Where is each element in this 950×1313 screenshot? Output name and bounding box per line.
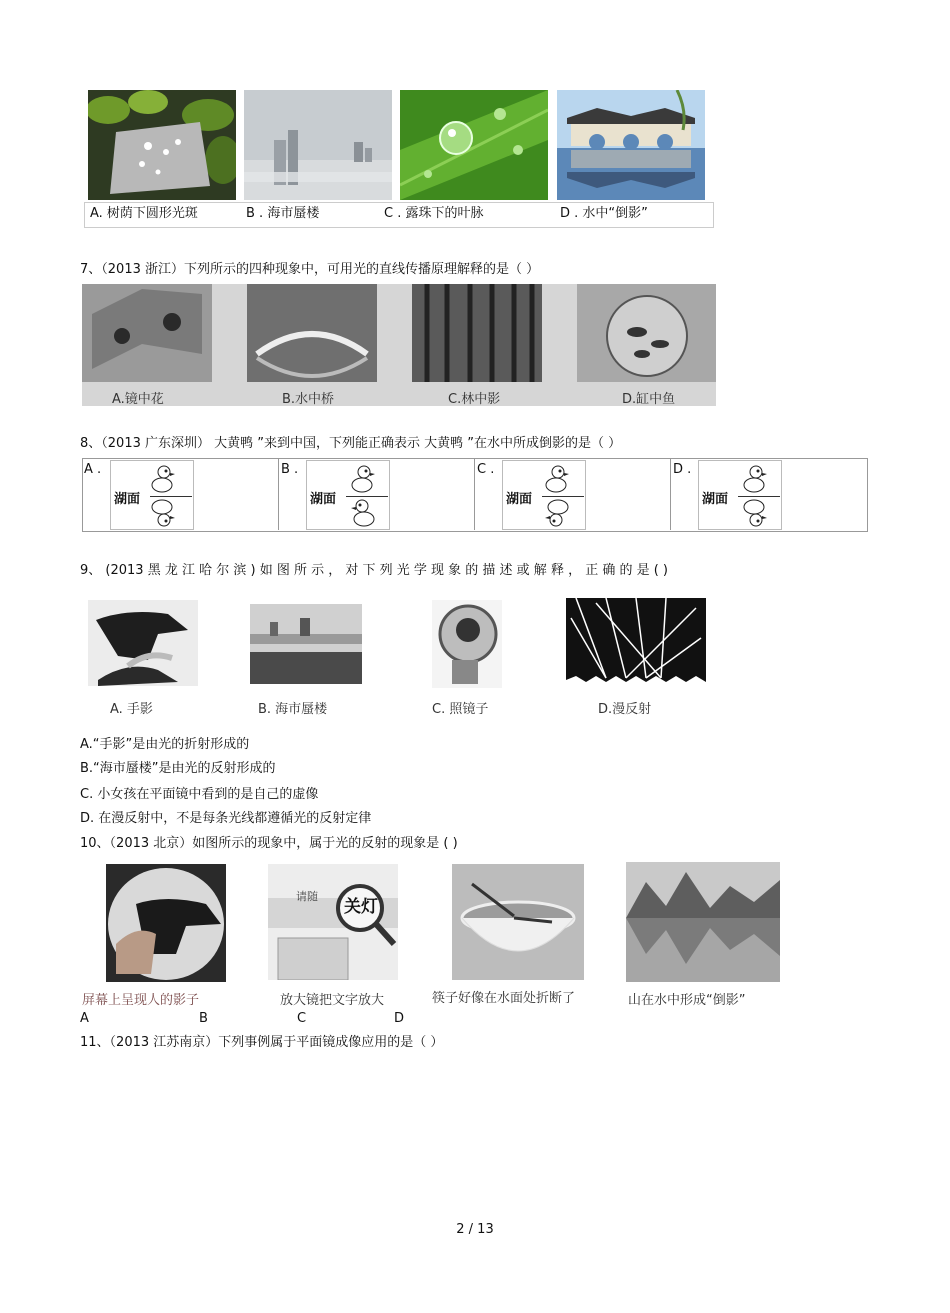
- q8-lake-label-d: 湖面: [702, 492, 729, 507]
- q10-sign-small-text: 请随: [296, 890, 318, 903]
- q10-letter-c: C: [297, 1011, 307, 1026]
- photo-water-reflection-pavilion: [557, 90, 705, 200]
- photo-mirage-city: [244, 90, 392, 200]
- q6-option-c: C . 露珠下的叶脉: [384, 206, 484, 221]
- q9-choice-a: A.“手影”是由光的折射形成的: [80, 737, 250, 752]
- q8-waterline-d: [738, 496, 780, 497]
- q7-caption-b: B.水中桥: [282, 392, 335, 407]
- q10-caption-c: 筷子好像在水面处折断了: [432, 991, 576, 1006]
- q9-photo-mirror-girl: [432, 600, 502, 688]
- q8-letter-b: B .: [281, 462, 299, 477]
- q9-choice-d: D. 在漫反射中，不是每条光线都遵循光的反射定律: [80, 811, 372, 826]
- q6-option-d: D . 水中“倒影”: [560, 206, 648, 221]
- q7-caption-c: C.林中影: [448, 392, 501, 407]
- q6-option-a: A. 树荫下圆形光斑: [90, 206, 198, 221]
- duck-icon-b-top: [350, 464, 376, 494]
- q10-caption-d: 山在水中形成“倒影”: [628, 993, 746, 1008]
- q8-letter-c: C .: [477, 462, 495, 477]
- q10-photo-magnifier-sign: [268, 864, 398, 980]
- q8-letter-a: A .: [84, 462, 102, 477]
- duck-icon-c-bottom: [544, 498, 570, 528]
- duck-icon-a-top: [150, 464, 176, 494]
- duck-icon-a-bottom: [150, 498, 176, 528]
- q10-letter-d: D: [394, 1011, 405, 1026]
- q7-caption-a: A.镜中花: [112, 392, 164, 407]
- photo-dewdrop-leaf: [400, 90, 548, 200]
- q10-photo-chopsticks-bowl: [452, 864, 584, 980]
- q9-caption-d: D.漫反射: [598, 702, 652, 717]
- q9-caption-a: A. 手影: [110, 702, 153, 717]
- q9-caption-b: B. 海市蜃楼: [258, 702, 328, 717]
- photo-tree-shade-light-spots: [88, 90, 236, 200]
- q10-sign-magnified-text: 关灯: [344, 897, 378, 917]
- q7-stem: 7、（2013 浙江）下列所示的四种现象中，可用光的直线传播原理解释的是（ ）: [80, 262, 540, 277]
- duck-icon-c-top: [544, 464, 570, 494]
- q7-figure: [82, 284, 716, 406]
- q10-caption-b: 放大镜把文字放大: [280, 993, 385, 1008]
- q8-stem: 8、（2013 广东深圳） 大黄鸭 ”来到中国，下列能正确表示 大黄鸭 ”在水中所成倒影的是（ ）: [80, 436, 622, 451]
- q8-divider-d: [670, 458, 671, 530]
- q9-photo-hand-shadow: [88, 600, 198, 686]
- q10-letter-b: B: [199, 1011, 208, 1026]
- q6-option-b: B . 海市蜃楼: [246, 206, 320, 221]
- q10-caption-a: 屏幕上呈现人的影子: [82, 993, 200, 1008]
- duck-icon-d-bottom: [742, 498, 768, 528]
- q9-choice-c: C. 小女孩在平面镜中看到的是自己的虚像: [80, 787, 319, 802]
- q9-caption-c: C. 照镜子: [432, 702, 489, 717]
- q8-waterline-a: [150, 496, 192, 497]
- q10-letter-a: A: [80, 1011, 89, 1026]
- q11-stem: 11、（2013 江苏南京）下列事例属于平面镜成像应用的是（ ）: [80, 1035, 444, 1050]
- page-number: 2 / 13: [456, 1222, 494, 1237]
- q10-photo-mountain-reflection: [626, 862, 780, 982]
- q8-lake-label-b: 湖面: [310, 492, 337, 507]
- q9-diagram-diffuse-reflection: [566, 598, 706, 690]
- q8-lake-label-c: 湖面: [506, 492, 533, 507]
- q9-stem: 9、 (2013 黑 龙 江 哈 尔 滨 ) 如 图 所 示 ， 对 下 列 光 学 现 象 的 描 述 或 解 释 ， 正 确 的 是 ( ): [80, 563, 669, 578]
- q8-divider-b: [278, 458, 279, 530]
- q8-lake-label-a: 湖面: [114, 492, 141, 507]
- q8-divider-c: [474, 458, 475, 530]
- duck-icon-b-bottom: [350, 498, 376, 528]
- q8-waterline-c: [542, 496, 584, 497]
- duck-icon-d-top: [742, 464, 768, 494]
- q10-photo-hand-shadow: [106, 864, 226, 982]
- q9-photo-mirage: [250, 604, 362, 684]
- q7-caption-d: D.缸中鱼: [622, 392, 676, 407]
- q10-stem: 10、（2013 北京）如图所示的现象中，属于光的反射的现象是 ( ): [80, 836, 458, 851]
- q8-letter-d: D .: [673, 462, 692, 477]
- q8-waterline-b: [346, 496, 388, 497]
- q9-choice-b: B.“海市蜃楼”是由光的反射形成的: [80, 761, 276, 776]
